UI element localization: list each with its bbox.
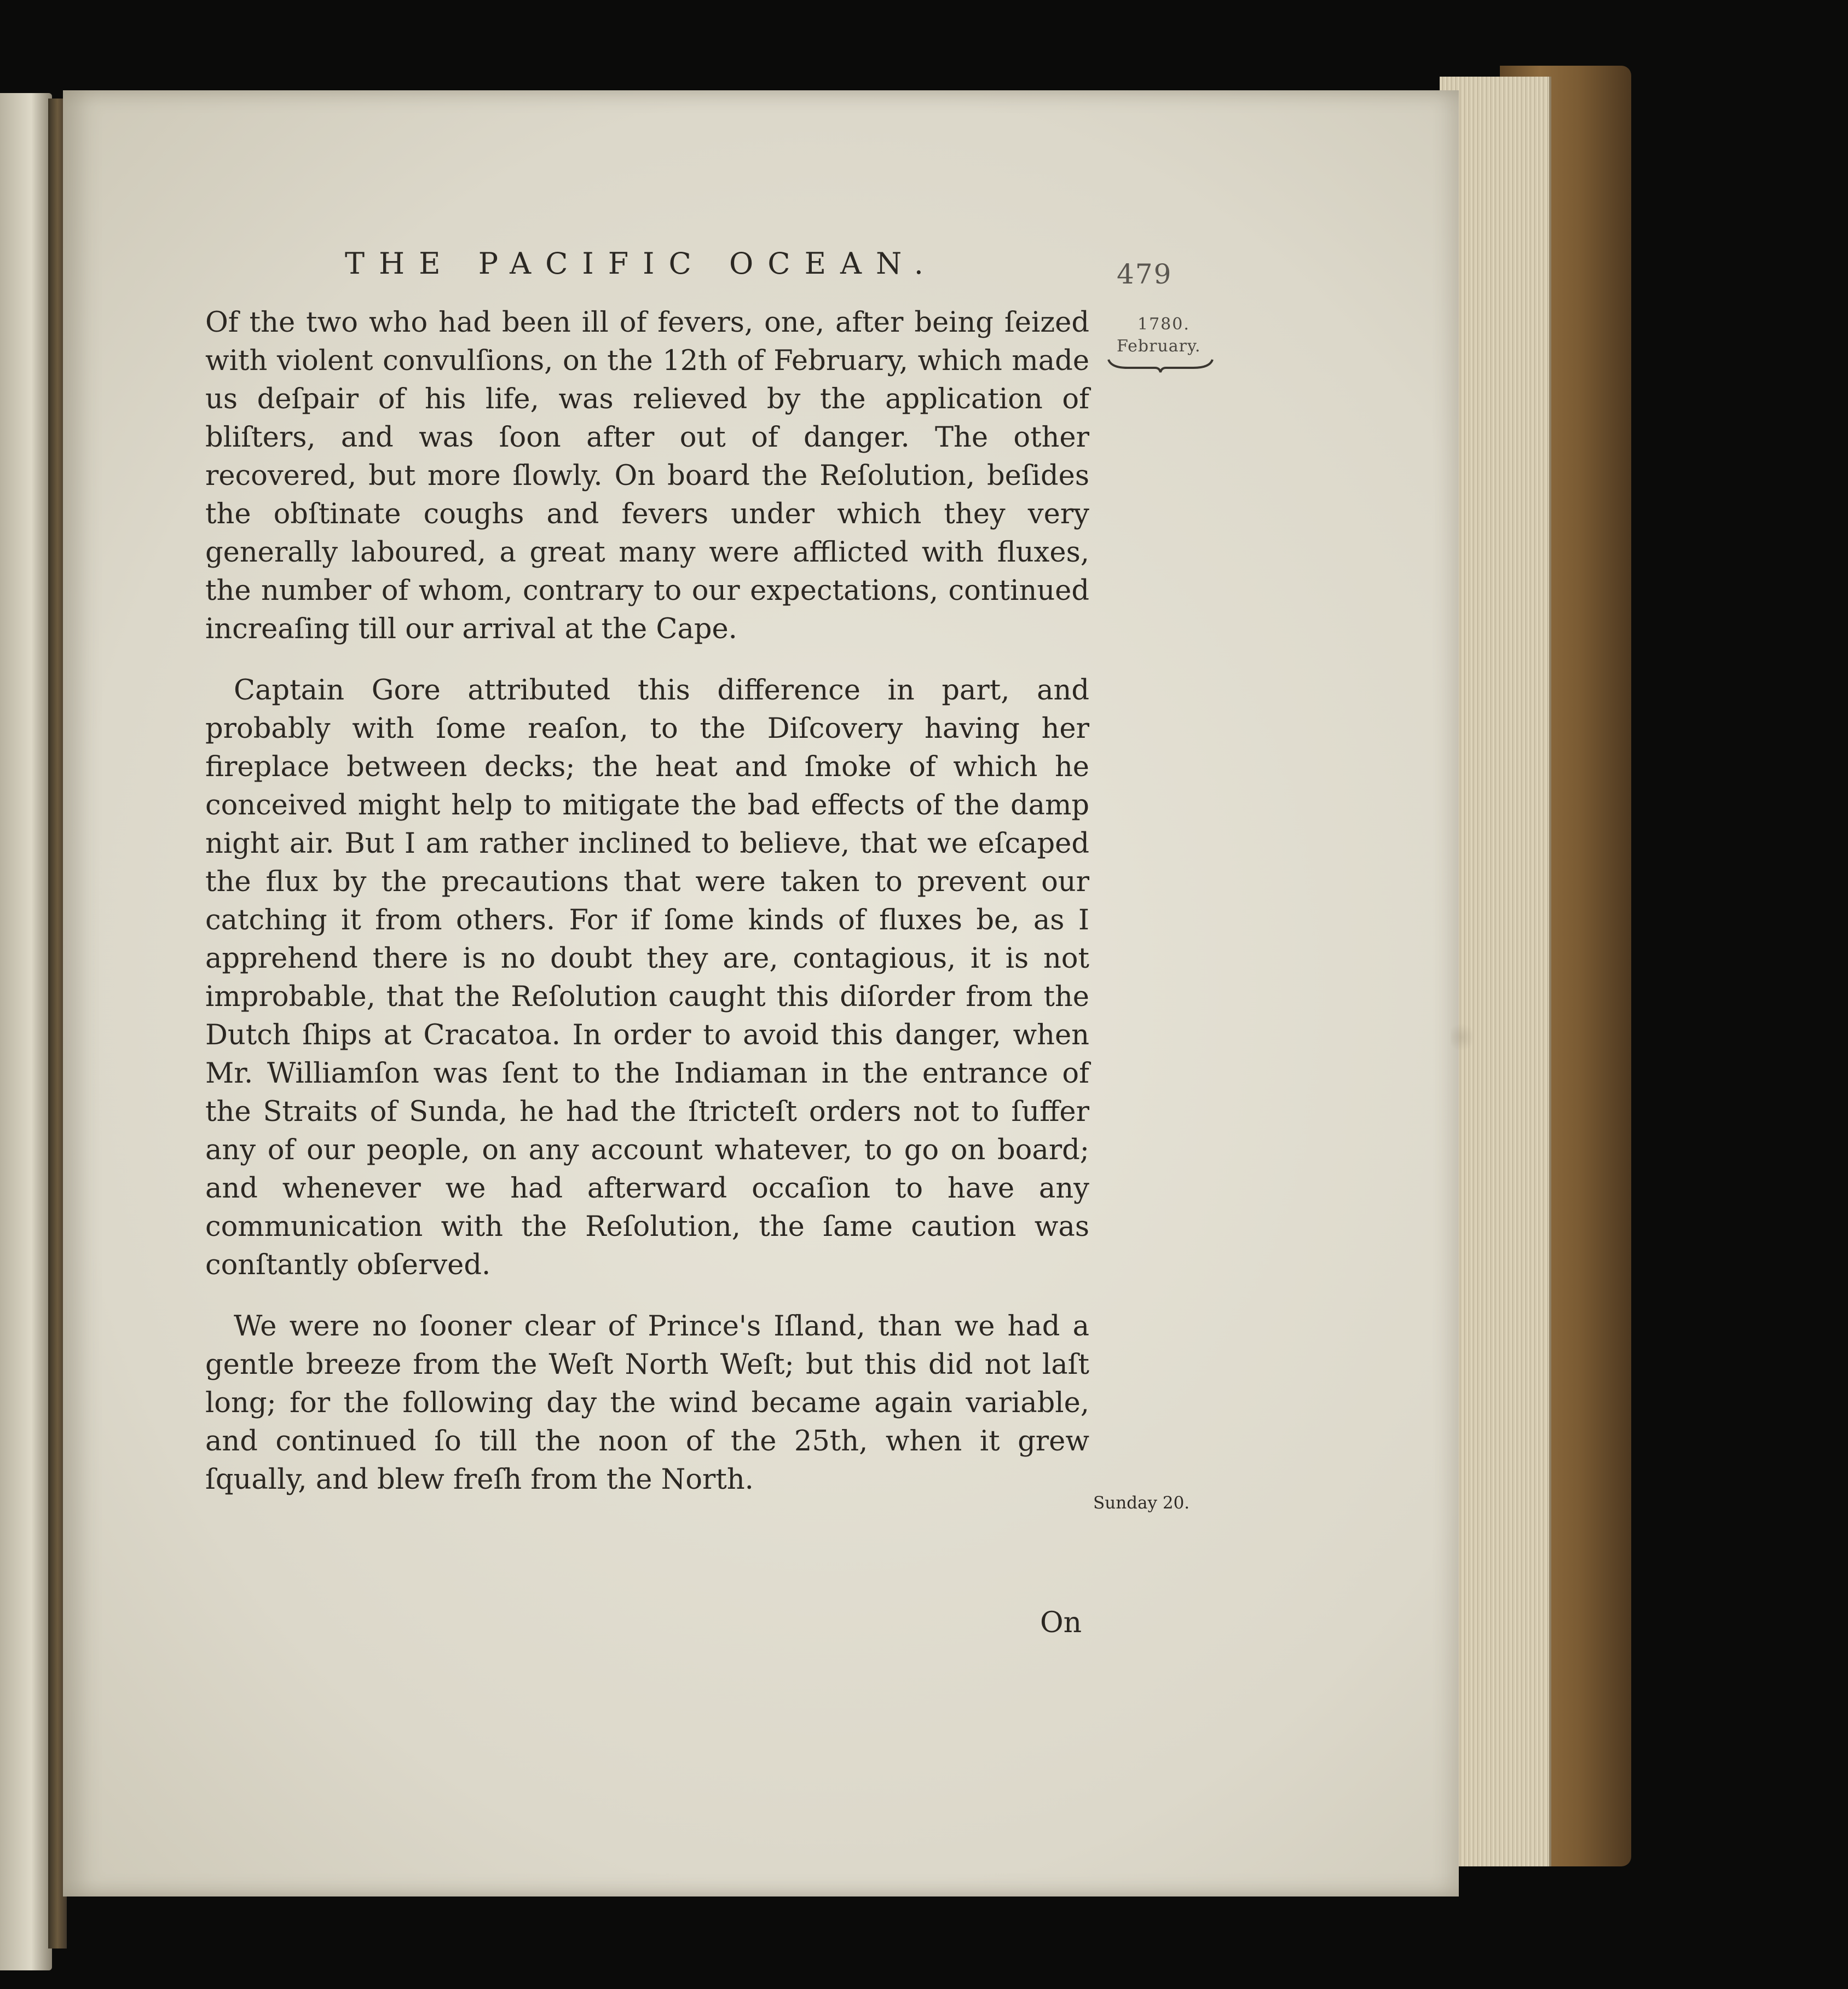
margin-note-year: 1780.	[1137, 315, 1190, 334]
paragraph-3: We were no ſooner clear of Prince's Iſland, than we had a gentle breeze from the Weſt North Weſt; but this did not laſt long; for the following day the wind became again variable, and continued ſo till the noon of the 25th, when it grew ſqually, and blew freſh from the North.	[205, 1310, 1089, 1496]
running-head: THE PACIFIC OCEAN.	[345, 246, 938, 281]
paragraph-1: Of the two who had been ill of fevers, one, after being ſeized with violent convulſions, on the 12th of February, which made us deſpair of his life, was relieved by the application of bliſters, and was ſoon after out of danger. The other recovered, but more ſlowly. On board the Reſolution, beſides the obſtinate coughs and fevers under which they very generally laboured, a great many were afflicted with fluxes, the number of whom, contrary to our expectations, continued increaſing till our arrival at the Cape.	[205, 307, 1089, 645]
page-smudge	[1451, 1021, 1472, 1054]
page-number: 479	[1117, 258, 1173, 290]
body-text	[205, 304, 1089, 1522]
margin-brace-icon	[1106, 357, 1215, 373]
catchword: On	[1040, 1606, 1082, 1639]
margin-note-month: February.	[1117, 337, 1201, 356]
facing-page-edge	[0, 93, 52, 1970]
paragraph-2: Captain Gore attributed this difference in part, and probably with ſome reaſon, to the Diſcovery having her fireplace between decks; the heat and ſmoke of which he conceived might help to mitigate the bad effects of the damp night air. But I am rather inclined to believe, that we eſcaped the flux by the precautions that were taken to prevent our catching it from others. For if ſome kinds of fluxes be, as I apprehend there is no doubt they are, contagious, it is not improbable, that the Reſolution caught this diſorder from the Dutch ſhips at Cracatoa. In order to avoid this danger, when Mr. Williamſon was ſent to the Indiaman in the entrance of the Straits of Sunda, he had the ſtricteſt orders not to ſuffer any of our people, on any account whatever, to go on board; and whenever we had afterward occaſion to have any communication with the Reſolution, the ſame caution was conſtantly obſerved.	[205, 674, 1089, 1281]
margin-note-date: Sunday 20.	[1093, 1493, 1190, 1513]
